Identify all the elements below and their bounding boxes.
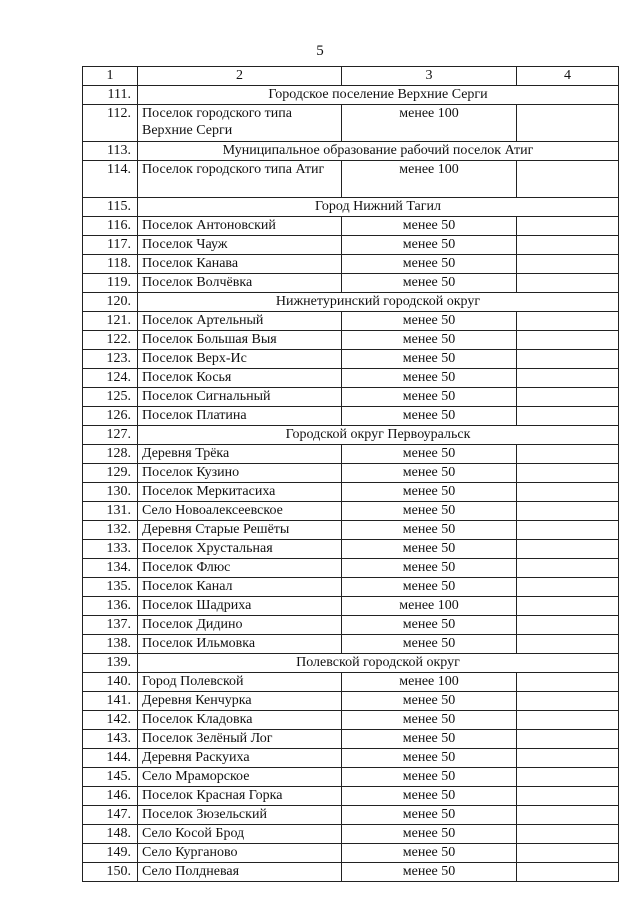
population-value: менее 50 (342, 863, 517, 882)
settlement-name: Поселок Зюзельский (138, 806, 342, 825)
note-cell (517, 445, 619, 464)
note-cell (517, 825, 619, 844)
settlement-name: Село Косой Брод (138, 825, 342, 844)
row-number: 118. (83, 255, 138, 274)
table-row (83, 616, 619, 635)
population-value: менее 50 (342, 616, 517, 635)
note-cell (517, 464, 619, 483)
population-value: менее 50 (342, 350, 517, 369)
note-cell (517, 369, 619, 388)
row-number: 131. (83, 502, 138, 521)
row-number: 112. (83, 105, 138, 142)
settlement-name: Село Курганово (138, 844, 342, 863)
table-header-row (83, 67, 619, 86)
note-cell (517, 863, 619, 882)
section-title: Город Нижний Тагил (138, 198, 619, 217)
population-value: менее 100 (342, 597, 517, 616)
row-number: 144. (83, 749, 138, 768)
settlement-name: Деревня Старые Решёты (138, 521, 342, 540)
row-number: 142. (83, 711, 138, 730)
table-row (83, 161, 619, 198)
population-value: менее 50 (342, 445, 517, 464)
note-cell (517, 692, 619, 711)
population-value: менее 100 (342, 673, 517, 692)
table-row (83, 445, 619, 464)
row-number: 150. (83, 863, 138, 882)
table-row (83, 559, 619, 578)
note-cell (517, 236, 619, 255)
table-row (83, 768, 619, 787)
row-number: 117. (83, 236, 138, 255)
row-number: 140. (83, 673, 138, 692)
population-value: менее 50 (342, 711, 517, 730)
settlement-name: Деревня Трёка (138, 445, 342, 464)
population-value: менее 50 (342, 540, 517, 559)
population-value: менее 50 (342, 825, 517, 844)
settlement-name: Село Новоалексеевское (138, 502, 342, 521)
note-cell (517, 161, 619, 198)
settlement-name: Поселок Ильмовка (138, 635, 342, 654)
section-title: Муниципальное образование рабочий поселок Атиг (138, 142, 619, 161)
table-row (83, 236, 619, 255)
note-cell (517, 483, 619, 502)
population-value: менее 50 (342, 768, 517, 787)
table-row (83, 255, 619, 274)
section-title: Нижнетуринский городской округ (138, 293, 619, 312)
table-row (83, 578, 619, 597)
population-value: менее 50 (342, 312, 517, 331)
row-number: 126. (83, 407, 138, 426)
population-value: менее 50 (342, 692, 517, 711)
section-row (83, 293, 619, 312)
row-number: 120. (83, 293, 138, 312)
note-cell (517, 768, 619, 787)
row-number: 138. (83, 635, 138, 654)
settlement-name: Поселок Большая Выя (138, 331, 342, 350)
table-row (83, 483, 619, 502)
note-cell (517, 407, 619, 426)
table-row (83, 597, 619, 616)
header-col-2: 2 (138, 67, 342, 86)
table-row (83, 331, 619, 350)
settlement-name: Поселок Канал (138, 578, 342, 597)
population-value: менее 100 (342, 105, 517, 142)
note-cell (517, 559, 619, 578)
table-row (83, 863, 619, 882)
table-row (83, 521, 619, 540)
row-number: 121. (83, 312, 138, 331)
table-row (83, 730, 619, 749)
table-row (83, 105, 619, 142)
header-col-4: 4 (517, 67, 619, 86)
note-cell (517, 749, 619, 768)
settlement-name: Поселок городского типа Атиг (138, 161, 342, 198)
population-value: менее 50 (342, 806, 517, 825)
population-value: менее 50 (342, 730, 517, 749)
settlement-name: Поселок Канава (138, 255, 342, 274)
settlement-name: Поселок Дидино (138, 616, 342, 635)
table-row (83, 692, 619, 711)
section-row (83, 86, 619, 105)
note-cell (517, 597, 619, 616)
row-number: 139. (83, 654, 138, 673)
row-number: 122. (83, 331, 138, 350)
table-row (83, 673, 619, 692)
note-cell (517, 105, 619, 142)
row-number: 149. (83, 844, 138, 863)
settlement-name: Поселок Антоновский (138, 217, 342, 236)
note-cell (517, 521, 619, 540)
table-row (83, 540, 619, 559)
section-row (83, 426, 619, 445)
note-cell (517, 350, 619, 369)
settlement-name: Деревня Раскуиха (138, 749, 342, 768)
population-value: менее 50 (342, 502, 517, 521)
row-number: 145. (83, 768, 138, 787)
population-value: менее 50 (342, 464, 517, 483)
row-number: 141. (83, 692, 138, 711)
note-cell (517, 331, 619, 350)
population-value: менее 50 (342, 578, 517, 597)
row-number: 125. (83, 388, 138, 407)
row-number: 129. (83, 464, 138, 483)
population-value: менее 50 (342, 559, 517, 578)
note-cell (517, 274, 619, 293)
row-number: 114. (83, 161, 138, 198)
table-row (83, 464, 619, 483)
row-number: 146. (83, 787, 138, 806)
row-number: 127. (83, 426, 138, 445)
row-number: 135. (83, 578, 138, 597)
note-cell (517, 616, 619, 635)
settlement-name: Поселок Платина (138, 407, 342, 426)
note-cell (517, 312, 619, 331)
row-number: 134. (83, 559, 138, 578)
table-row (83, 388, 619, 407)
section-row (83, 142, 619, 161)
section-title: Полевской городской округ (138, 654, 619, 673)
header-col-1: 1 (83, 67, 138, 86)
table-row (83, 350, 619, 369)
note-cell (517, 502, 619, 521)
settlement-name: Город Полевской (138, 673, 342, 692)
settlement-name: Поселок Зелёный Лог (138, 730, 342, 749)
section-row (83, 654, 619, 673)
table-body (83, 67, 619, 882)
note-cell (517, 806, 619, 825)
settlement-name: Поселок Косья (138, 369, 342, 388)
section-title: Городской округ Первоуральск (138, 426, 619, 445)
settlements-table (82, 66, 619, 882)
population-value: менее 50 (342, 274, 517, 293)
table-row (83, 635, 619, 654)
row-number: 123. (83, 350, 138, 369)
table-row (83, 825, 619, 844)
table-row (83, 369, 619, 388)
note-cell (517, 217, 619, 236)
settlement-name: Поселок Верх-Ис (138, 350, 342, 369)
section-row (83, 198, 619, 217)
row-number: 132. (83, 521, 138, 540)
settlement-name: Поселок Хрустальная (138, 540, 342, 559)
settlement-name: Поселок Меркитасиха (138, 483, 342, 502)
population-value: менее 50 (342, 255, 517, 274)
page-number: 5 (316, 43, 324, 59)
population-value: менее 50 (342, 749, 517, 768)
row-number: 116. (83, 217, 138, 236)
note-cell (517, 635, 619, 654)
settlement-name: Поселок Кузино (138, 464, 342, 483)
header-col-3: 3 (342, 67, 517, 86)
row-number: 111. (83, 86, 138, 105)
population-value: менее 50 (342, 635, 517, 654)
note-cell (517, 255, 619, 274)
settlement-name: Поселок Артельный (138, 312, 342, 331)
table-row (83, 274, 619, 293)
row-number: 130. (83, 483, 138, 502)
note-cell (517, 578, 619, 597)
settlement-name: Поселок Чауж (138, 236, 342, 255)
population-value: менее 50 (342, 844, 517, 863)
settlement-name: Поселок Шадриха (138, 597, 342, 616)
settlement-name: Деревня Кенчурка (138, 692, 342, 711)
population-value: менее 50 (342, 787, 517, 806)
table-row (83, 711, 619, 730)
settlement-name: Село Мраморское (138, 768, 342, 787)
note-cell (517, 388, 619, 407)
table-row (83, 217, 619, 236)
table-row (83, 806, 619, 825)
settlement-name: Поселок Кладовка (138, 711, 342, 730)
row-number: 137. (83, 616, 138, 635)
table-row (83, 749, 619, 768)
population-value: менее 100 (342, 161, 517, 198)
population-value: менее 50 (342, 407, 517, 426)
note-cell (517, 673, 619, 692)
row-number: 147. (83, 806, 138, 825)
population-value: менее 50 (342, 369, 517, 388)
note-cell (517, 730, 619, 749)
row-number: 136. (83, 597, 138, 616)
row-number: 148. (83, 825, 138, 844)
row-number: 119. (83, 274, 138, 293)
settlement-name: Поселок Сигнальный (138, 388, 342, 407)
settlement-name: Село Полдневая (138, 863, 342, 882)
settlement-name: Поселок городского типа Верхние Серги (138, 105, 342, 142)
table-row (83, 844, 619, 863)
note-cell (517, 844, 619, 863)
table-row (83, 787, 619, 806)
row-number: 115. (83, 198, 138, 217)
row-number: 143. (83, 730, 138, 749)
settlement-name: Поселок Волчёвка (138, 274, 342, 293)
table-row (83, 312, 619, 331)
population-value: менее 50 (342, 236, 517, 255)
note-cell (517, 787, 619, 806)
table-row (83, 407, 619, 426)
note-cell (517, 711, 619, 730)
note-cell (517, 540, 619, 559)
population-value: менее 50 (342, 217, 517, 236)
population-value: менее 50 (342, 521, 517, 540)
population-value: менее 50 (342, 331, 517, 350)
row-number: 133. (83, 540, 138, 559)
row-number: 113. (83, 142, 138, 161)
section-title: Городское поселение Верхние Серги (138, 86, 619, 105)
settlement-name: Поселок Флюс (138, 559, 342, 578)
row-number: 124. (83, 369, 138, 388)
settlement-name: Поселок Красная Горка (138, 787, 342, 806)
population-value: менее 50 (342, 388, 517, 407)
table-row (83, 502, 619, 521)
row-number: 128. (83, 445, 138, 464)
population-value: менее 50 (342, 483, 517, 502)
